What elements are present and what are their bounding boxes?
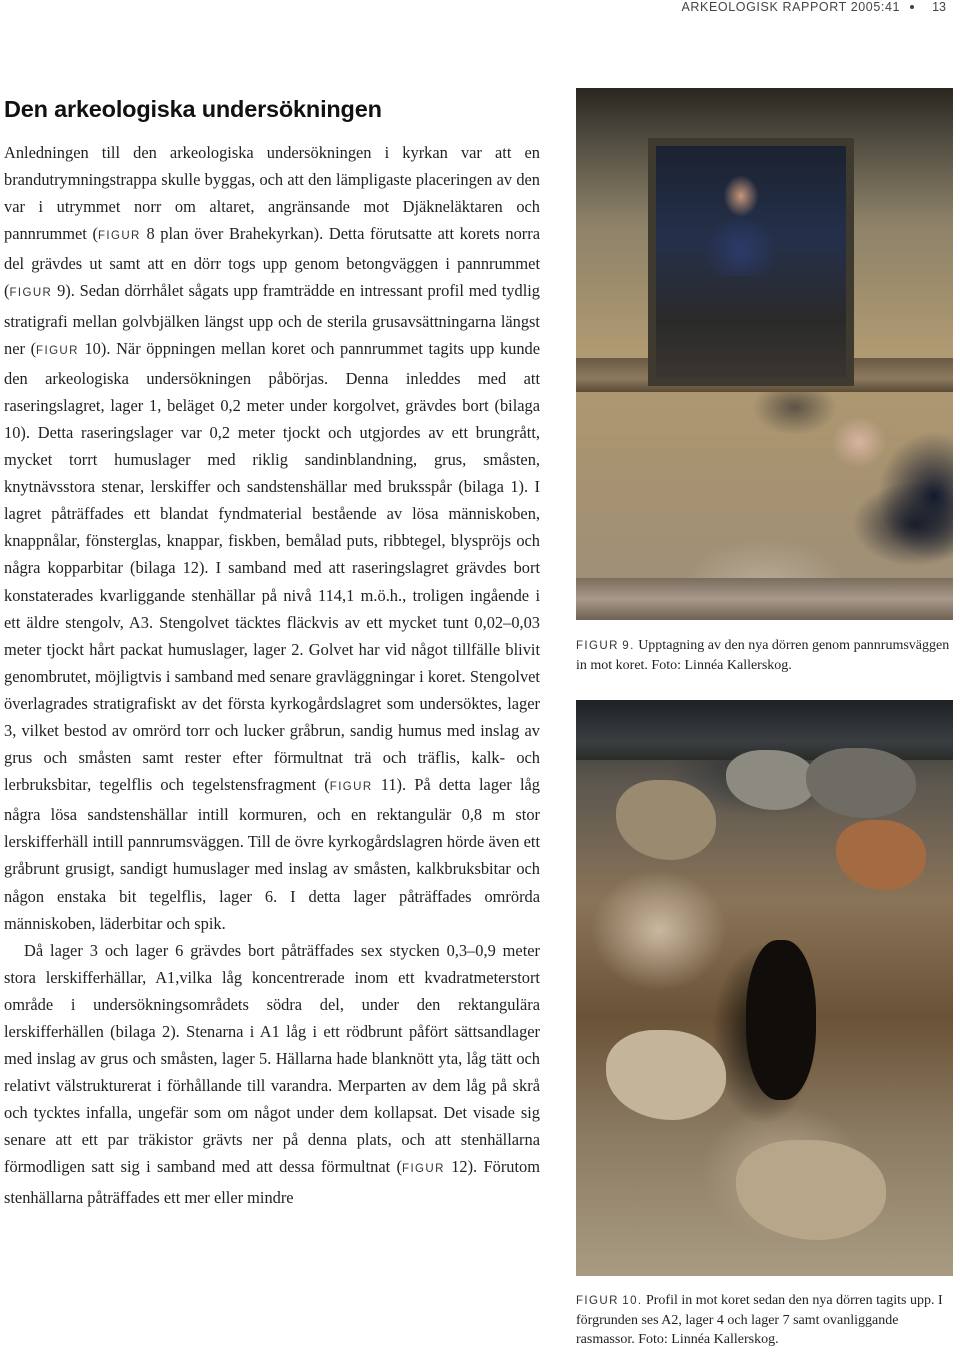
text-run: 11). På detta lager låg några lösa sandstenshällar intill kormuren, och en rektangulär 0,8 m stor lerskifferhäll intill pannrumsväggen. Till de övre kyrkogårdslagren hörde även ett gråbrunt grusigt, sandigt humuslager med inslag av småsten, kalkbruksbitar och någon enstaka bit tegelflis, lager 6. I detta lager påträffades omrörda människoben, läderbitar och spik. bbox=[4, 775, 540, 933]
body-paragraph bbox=[4, 937, 540, 1211]
photo-stone bbox=[736, 1140, 886, 1240]
figure-number: 10. bbox=[622, 1295, 643, 1307]
figure-reference: FIGUR bbox=[329, 781, 373, 794]
figure-reference: FIGUR bbox=[97, 230, 141, 243]
text-run: Anledningen till den arkeologiska undersökningen i kyrkan var att en brandutrymningstrappa skulle byggas, och att den lämpligaste placeringen av den var i utrymmet norr om altaret, angränsande mot Djäkneläktaren och pannrummet ( bbox=[4, 143, 540, 244]
figure-9-photo bbox=[576, 88, 953, 620]
photo-stone bbox=[616, 780, 716, 860]
figure-reference: FIGUR bbox=[9, 287, 53, 300]
text-run: 8 plan över Brahekyrkan). Detta förutsatte att korets norra del grävdes ut samt att en dörr togs upp genom betongväggen i pannrummet ( bbox=[4, 224, 540, 301]
photo-stone bbox=[606, 1030, 726, 1120]
bullet-separator bbox=[910, 5, 914, 9]
photo-dark-void bbox=[746, 940, 816, 1100]
figure-10-caption bbox=[576, 1291, 956, 1349]
figure-caption-text: Profil in mot koret sedan den nya dörren tagits upp. I förgrunden ses A2, lager 4 och lager 7 samt ovanliggande rasmassor. Foto: Linnéa Kallerskog. bbox=[576, 1293, 943, 1347]
running-title: ARKEOLOGISK RAPPORT 2005:41 bbox=[681, 0, 901, 14]
body-paragraph bbox=[4, 139, 540, 937]
figure-9-caption bbox=[576, 636, 956, 675]
photo-worker-in-opening bbox=[696, 176, 786, 276]
figure-reference: FIGUR bbox=[402, 1163, 445, 1176]
section-heading: Den arkeologiska undersökningen bbox=[4, 96, 382, 122]
photo-stone bbox=[836, 820, 926, 890]
photo-stone bbox=[806, 748, 916, 818]
page-number: 13 bbox=[932, 0, 946, 14]
photo-slab bbox=[576, 578, 953, 620]
figure-caption-text: Upptagning av den nya dörren genom pannrumsväggen in mot koret. Foto: Linnéa Kallerskog. bbox=[576, 638, 950, 673]
photo-stone bbox=[726, 750, 816, 810]
figure-number: 9. bbox=[622, 640, 635, 652]
text-run: Då lager 3 och lager 6 grävdes bort påträffades sex stycken 0,3–0,9 meter stora lerskifferhällar, A1,vilka låg koncentrerade inom ett kvadratmeterstort område i undersökningsområdets södra del, under den rektangulära lerskifferhällen (bilaga 2). Stenarna i A1 låg i ett rödbrunt påfört sättsandlager med inslag av grus och småsten, lager 5. Hällarna hade blanknött yta, låg tätt och relativt välstrukturerat i förhållande till varandra. Merparten av dem låg på skrå och tycktes infalla, ungefär som om något under dem kollapsat. Det visade sig senare att ett par träkistor grävts ner på denna plats, och att stenhällarna förmodligen satt sig i samband med att dessa förmultnat ( bbox=[4, 940, 540, 1177]
text-run: 12). Förutom stenhällarna påträffades ett mer eller mindre bbox=[4, 1157, 540, 1207]
text-run: 10). När öppningen mellan koret och pannrummet tagits upp kunde den arkeologiska undersökningen påbörjas. Denna inleddes med att raseringslagret, lager 1, beläget 0,2 meter under korgolvet, grävdes bort (bilaga 10). Detta raseringslager var 0,2 meter tjockt och utgjordes av ett brungrått, mycket torrt humuslager med riklig sandinblandning, grus, småsten, knytnävsstora stenar, lerskiffer och sandstenshällar med bruksspår (bilaga 1). I lagret påträffades ett blandat fyndmaterial bestående av lösa människoben, knappnålar, fönsterglas, knappar, fiskben, bemålad puts, ribbtegel, blyspröjs och några kopparbitar (bilaga 12). I samband med att raseringslagret grävdes bort konstaterades kvarliggande stenhällar på nivå 114,1 m.ö.h., troligen ingående i ett äldre stengolv, A3. Stengolvet täcktes fläckvis av ett mycket tunt 0,02–0,03 meter tjockt hårt packat humuslager, lager 2. Golvet har vid något tillfälle blivit genombrutet, möjligtvis i samband med senare gravläggningar i koret. Stengolvet överlagrades stratigrafiskt av det första kyrkogårdslagret som undersöktes, lager 3, vilket bestod av omrörd torr och lucker gråbrun, sandig humus med inslag av grus och småsten samt rester efter förmultnat trä och träflis, kalk- och lerbruksbitar, tegelflis och tegelstensfragment ( bbox=[4, 338, 540, 795]
text-run: 9). Sedan dörrhålet sågats upp framträdde en intressant profil med tydlig stratigrafi mellan golvbjälken längst upp och de sterila grusavsättningarna längst ner ( bbox=[4, 281, 540, 358]
body-text-column bbox=[4, 139, 540, 1211]
figure-10-photo bbox=[576, 700, 953, 1276]
figure-label: FIGUR bbox=[576, 640, 619, 652]
figure-reference: FIGUR bbox=[36, 344, 79, 357]
photo-worker-foreground bbox=[814, 388, 953, 568]
figure-label: FIGUR bbox=[576, 1295, 619, 1307]
running-header bbox=[681, 0, 946, 14]
